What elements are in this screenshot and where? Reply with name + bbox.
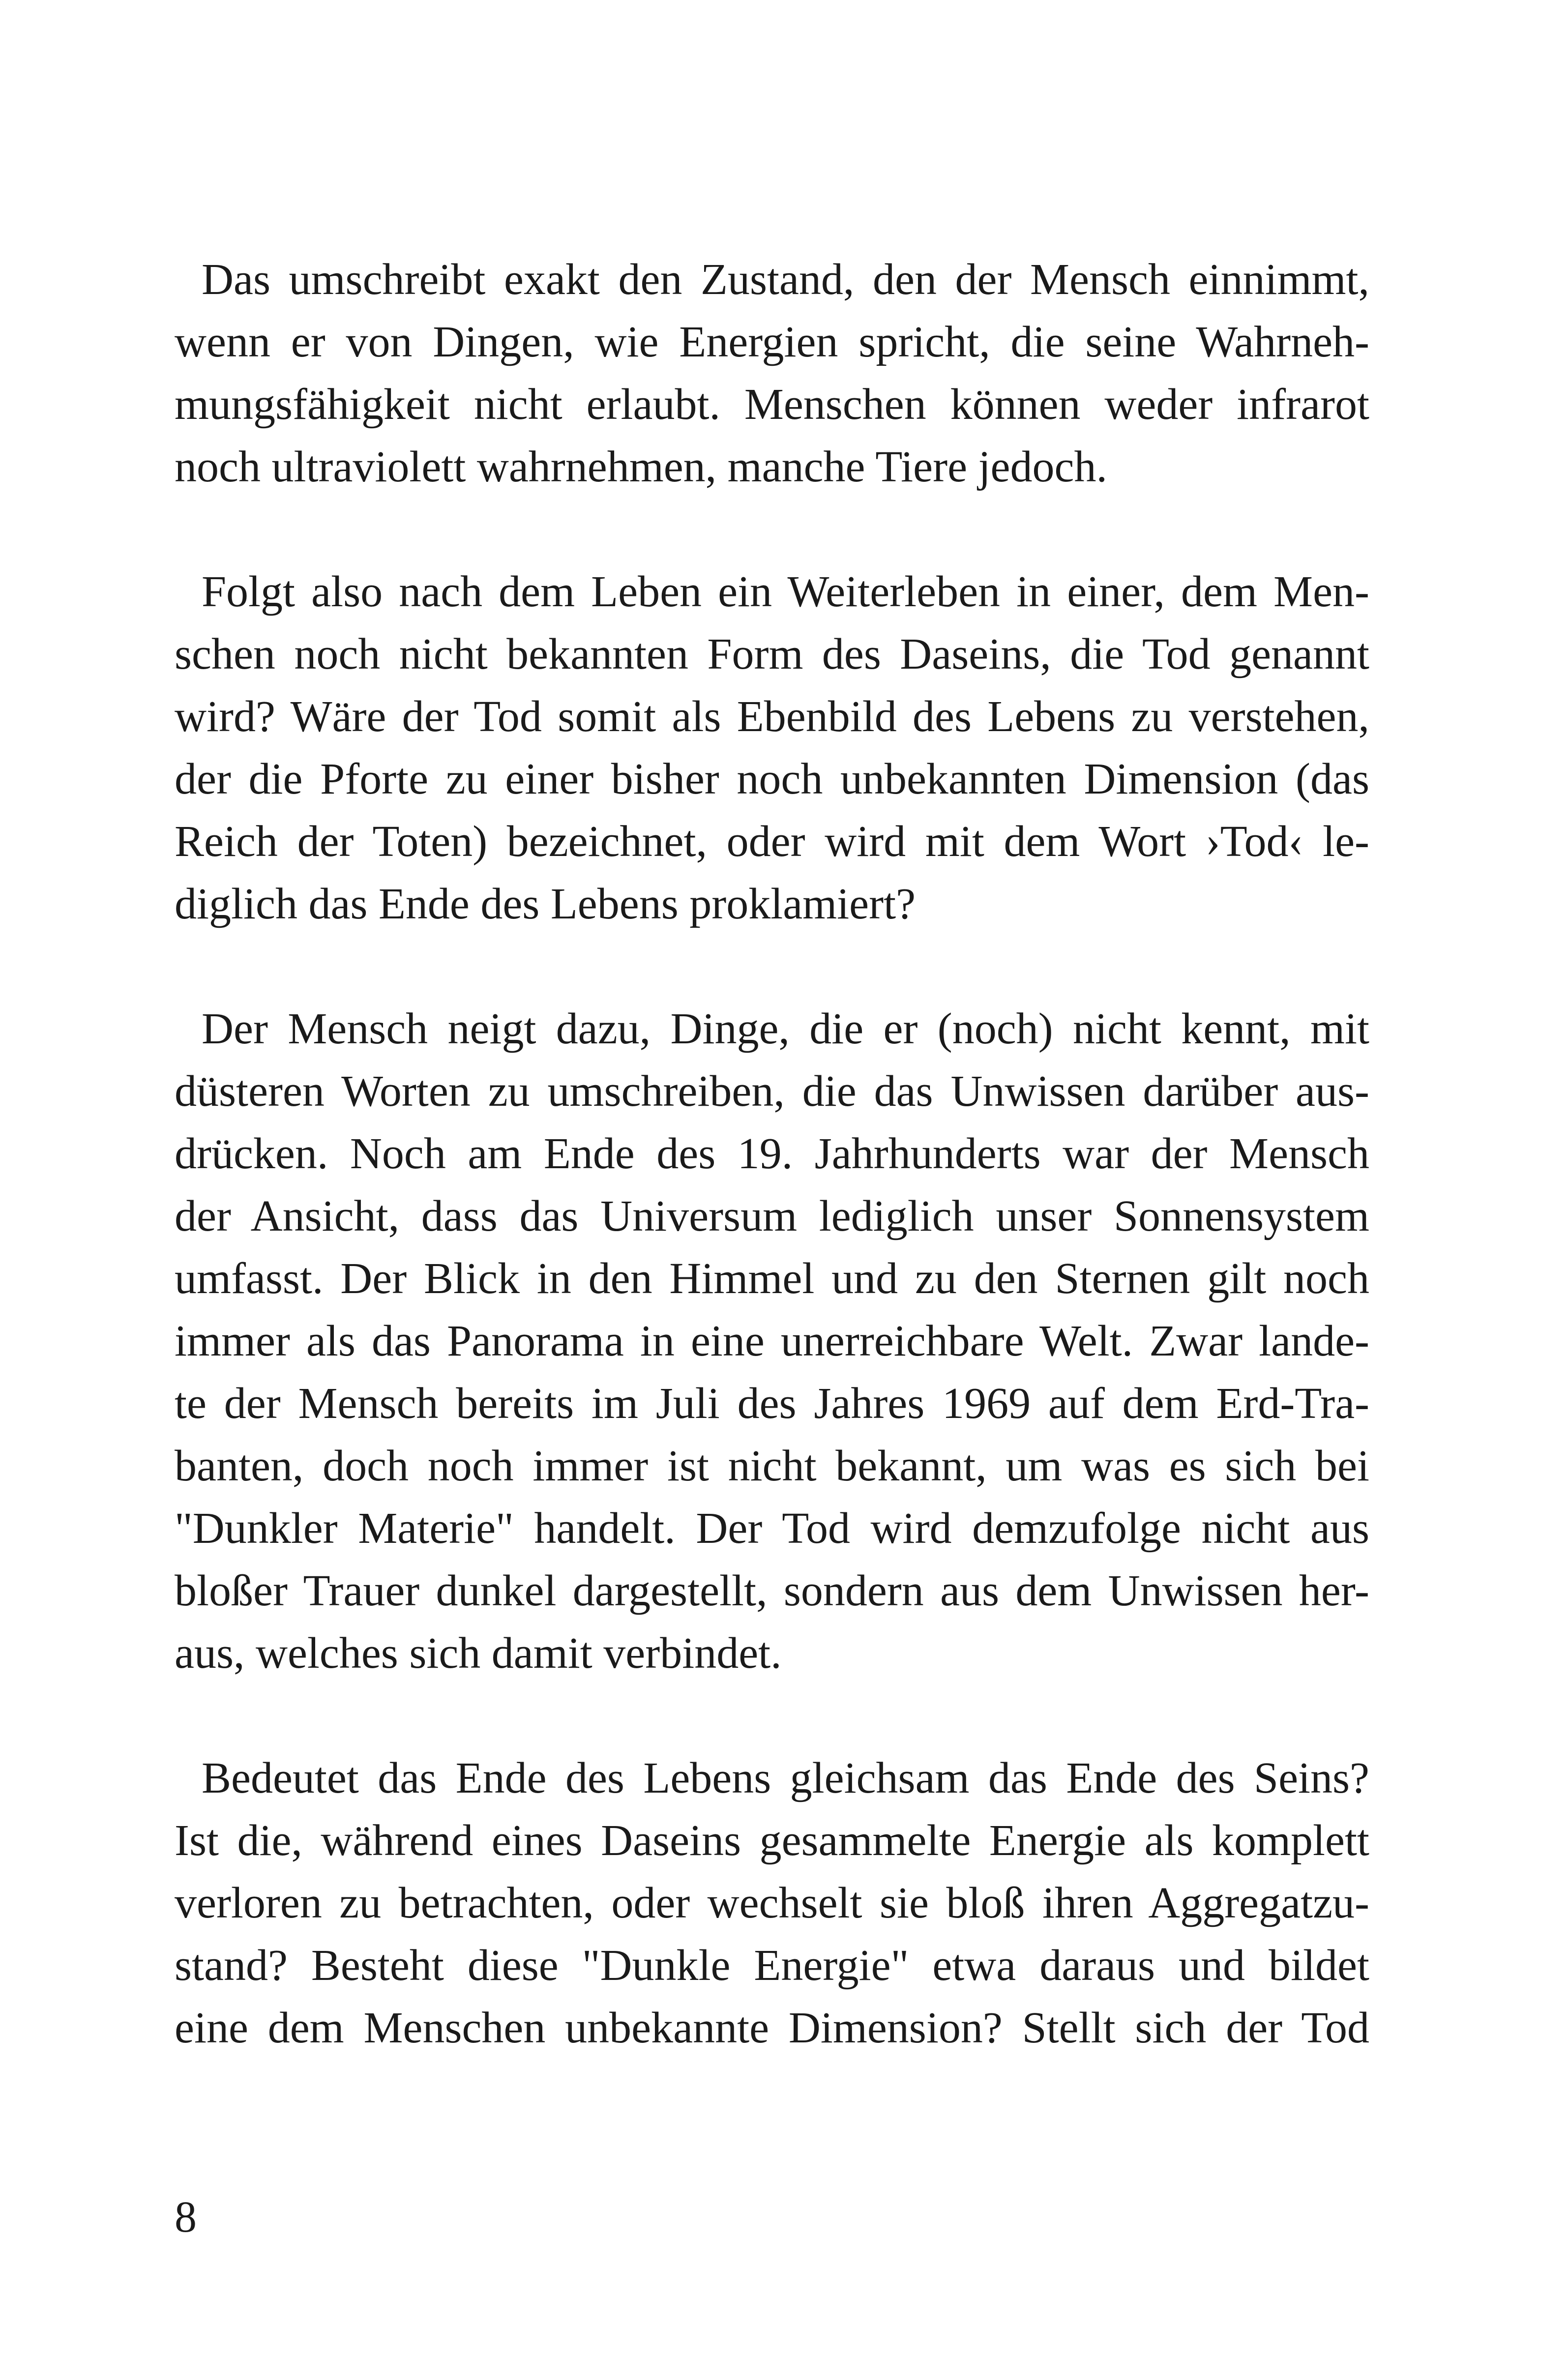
text-line: stand? Besteht diese "Dunkle Energie" etwa daraus und bildet [175,1941,1369,1990]
paragraph-2 [175,560,1369,935]
page-number: 8 [175,2193,197,2242]
text-line: Das umschreibt exakt den Zustand, den der Mensch einnimmt, [202,255,1369,304]
text-line: mungsfähigkeit nicht erlaubt. Menschen können weder infrarot [175,380,1369,429]
text-line: Bedeutet das Ende des Lebens gleichsam das Ende des Seins? [202,1754,1369,1802]
text-line: verloren zu betrachten, oder wechselt sie bloß ihren Aggregatzu- [175,1879,1369,1927]
text-line: wird? Wäre der Tod somit als Ebenbild des Lebens zu verstehen, [175,692,1369,741]
text-line: eine dem Menschen unbekannte Dimension? Stellt sich der Tod [175,2004,1369,2052]
text-line: aus, welches sich damit verbindet. [175,1629,782,1678]
text-line: umfasst. Der Blick in den Himmel und zu den Sternen gilt noch [175,1254,1369,1303]
text-line: schen noch nicht bekannten Form des Daseins, die Tod genannt [175,630,1369,678]
text-line: Der Mensch neigt dazu, Dinge, die er (noch) nicht kennt, mit [202,1004,1369,1053]
text-line: "Dunkler Materie" handelt. Der Tod wird demzufolge nicht aus [175,1504,1369,1553]
text-line: der die Pforte zu einer bisher noch unbekannten Dimension (das [175,755,1369,803]
text-line: banten, doch noch immer ist nicht bekannt, um was es sich bei [175,1442,1369,1490]
body-text [175,248,1369,2059]
text-line: te der Mensch bereits im Juli des Jahres 1969 auf dem Erd-Tra- [175,1379,1369,1428]
text-line: noch ultraviolett wahrnehmen, manche Tiere jedoch. [175,442,1107,491]
text-line: diglich das Ende des Lebens proklamiert? [175,880,916,928]
text-line: drücken. Noch am Ende des 19. Jahrhunderts war der Mensch [175,1129,1369,1178]
paragraph-4 [175,1747,1369,2059]
text-line: immer als das Panorama in eine unerreichbare Welt. Zwar lande- [175,1317,1369,1365]
text-line: der Ansicht, dass das Universum lediglich unser Sonnensystem [175,1192,1369,1240]
text-line: Folgt also nach dem Leben ein Weiterleben in einer, dem Men- [202,567,1369,616]
text-line: düsteren Worten zu umschreiben, die das Unwissen darüber aus- [175,1067,1369,1116]
text-line: wenn er von Dingen, wie Energien spricht, die seine Wahrneh- [175,318,1369,366]
paragraph-3 [175,998,1369,1684]
text-line: Reich der Toten) bezeichnet, oder wird mit dem Wort ›Tod‹ le- [175,817,1369,866]
paragraph-1 [175,248,1369,498]
text-line: Ist die, während eines Daseins gesammelte Energie als komplett [175,1816,1369,1865]
text-line: bloßer Trauer dunkel dargestellt, sondern aus dem Unwissen her- [175,1566,1369,1615]
